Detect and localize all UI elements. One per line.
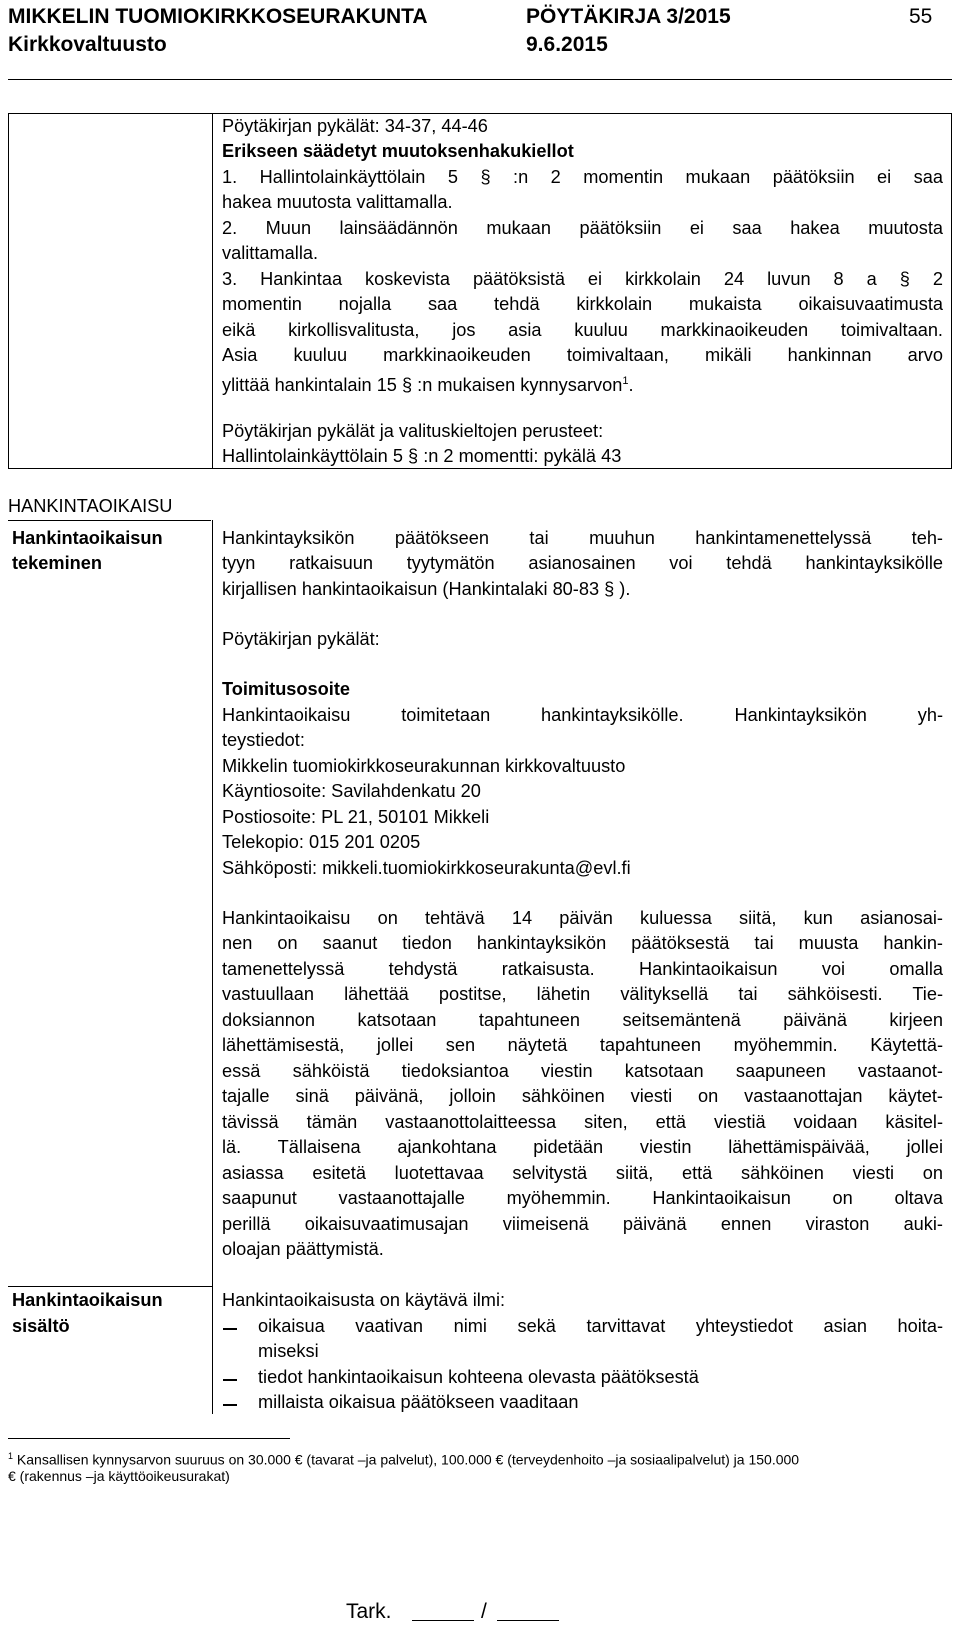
restriction-3-line-3: eikä kirkollisvalitusta, jos asia kuuluu markkinaoikeuden toimivaltaan. (222, 320, 943, 340)
restriction-1-line-1: 1. Hallintolainkäyttölain 5 § :n 2 momentin mukaan päätöksiin ei saa (222, 167, 943, 187)
bullet-dash-1 (223, 1328, 237, 1330)
signature-line-2 (497, 1620, 559, 1621)
delivery-line-7: Sähköposti: mikkeli.tuomiokirkkoseurakunta@evl.fi (222, 858, 631, 878)
footnote-rule (8, 1438, 290, 1439)
paragraph-line-14: oloajan päättymistä. (222, 1239, 384, 1259)
subheading-tekeminen-line-2: tekeminen (12, 553, 102, 573)
sisalto-rule (8, 1286, 212, 1287)
tarkastus-label: Tark. (346, 1600, 392, 1623)
bullet-dash-3 (223, 1404, 237, 1406)
delivery-line-6: Telekopio: 015 201 0205 (222, 832, 421, 852)
bullet-1-line-1: oikaisua vaativan nimi sekä tarvittavat yhteystiedot asian hoita- (258, 1316, 943, 1336)
footnote-line-1: $^1$ Kansallisen kynnysarvon suuruus on 30.000 € (tavarat –ja palvelut), 100.000 € (terveydenhoito –ja sosiaalipalvelut) ja 150.000 (8, 1451, 800, 1468)
paragraph-line-4: vastuullaan lähettää postitse, lähetin välityksellä tai sähköisesti. Tie- (222, 984, 943, 1004)
delivery-line-4: Käyntiosoite: Savilahdenkatu 20 (222, 781, 481, 801)
signature-line-1 (412, 1620, 474, 1621)
pykalat-line: Pöytäkirjan pykälät: 34-37, 44-46 (222, 116, 488, 136)
meeting-date: 9.6.2015 (526, 33, 608, 56)
delivery-line-5: Postiosoite: PL 21, 50101 Mikkeli (222, 807, 490, 827)
delivery-address-heading: Toimitusosoite (222, 679, 350, 699)
council-name: Kirkkovaltuusto (8, 33, 167, 56)
page-number: 55 (909, 5, 933, 28)
bullet-1-line-2: miseksi (258, 1341, 319, 1361)
subheading-sisalto-line-2: sisältö (12, 1316, 70, 1336)
box-divider (212, 113, 213, 469)
restrictions-heading: Erikseen säädetyt muutoksenhakukiellot (222, 141, 574, 161)
bullet-3: millaista oikaisua päätökseen vaaditaan (258, 1392, 579, 1412)
footnote-line-2: € (rakennus –ja käyttöoikeusurakat) (8, 1468, 230, 1484)
delivery-line-3: Mikkelin tuomiokirkkoseurakunnan kirkkovaltuusto (222, 756, 626, 776)
restriction-3-line-2: momentin nojalla saa tehdä kirkkolain mukaista oikaisuvaatimusta (222, 294, 943, 314)
header-rule (8, 79, 952, 80)
section-divider (212, 520, 213, 1414)
intro-line-2: tyyn ratkaisuun tyytymätön asianosainen voi tehdä hankintayksikölle (222, 553, 943, 573)
signature-separator: / (481, 1600, 487, 1623)
paragraph-line-12: saapunut vastaanottajalle myöhemmin. Hankintaoikaisun on oltava (222, 1188, 943, 1208)
restriction-2-line-2: valittamalla. (222, 243, 319, 263)
section-title-rule (8, 520, 211, 521)
footnote-reference: 1 (622, 375, 629, 387)
pykalat-label: Pöytäkirjan pykälät: (222, 629, 380, 649)
paragraph-line-2: nen on saanut tiedon hankintayksikön päätöksestä tai muusta hankin- (222, 933, 943, 953)
delivery-line-2: teystiedot: (222, 730, 305, 750)
paragraph-line-10: lä. Tällaisena ajankohtana pidetään viestin lähettämispäivää, jollei (222, 1137, 943, 1157)
footnote-mark: 1 (8, 1451, 14, 1461)
paragraph-line-13: perillä oikaisuvaatimusajan viimeisenä päivänä ennen viraston auki- (222, 1214, 943, 1234)
paragraph-line-7: essä sähköistä tiedoksiantoa viestin katsotaan saapuneen vastaanot- (222, 1061, 943, 1081)
paragraph-line-1: Hankintaoikaisu on tehtävä 14 päivän kuluessa siitä, kun asianosai- (222, 908, 943, 928)
bullet-dash-2 (223, 1379, 237, 1381)
paragraph-line-3: tamenettelyssä tehdystä ratkaisusta. Hankintaoikaisun voi omalla (222, 959, 943, 979)
perusteet-value: Hallintolainkäyttölain 5 § :n 2 momentti: pykälä 43 (222, 446, 622, 466)
perusteet-label: Pöytäkirjan pykälät ja valituskieltojen perusteet: (222, 421, 604, 441)
document-title: PÖYTÄKIRJA 3/2015 (526, 5, 731, 28)
paragraph-line-9: tävissä tämän vastaanottolaitteessa siten, että viestiä voidaan käsitel- (222, 1112, 943, 1132)
subheading-sisalto-line-1: Hankintaoikaisun (12, 1290, 163, 1310)
section-title: HANKINTAOIKAISU (8, 496, 173, 516)
restriction-3-line-5: ylittää hankintalain 15 § :n mukaisen kynnysarvon$^1$. (222, 375, 634, 396)
paragraph-line-8: tajalle sinä päivänä, jolloin sähköinen viesti on vastaanottajan käytet- (222, 1086, 943, 1106)
contents-intro: Hankintaoikaisusta on käytävä ilmi: (222, 1290, 506, 1310)
restriction-3-line-4: Asia kuuluu markkinaoikeuden toimivaltaan, mikäli hankinnan arvo (222, 345, 943, 365)
intro-line-1: Hankintayksikön päätökseen tai muuhun hankintamenettelyssä teh- (222, 528, 943, 548)
paragraph-line-11: asiassa esitetä luotettavaa selvitystä siitä, että sähköinen viesti on (222, 1163, 943, 1183)
organization-name: MIKKELIN TUOMIOKIRKKOSEURAKUNTA (8, 5, 428, 28)
restriction-1-line-2: hakea muutosta valittamalla. (222, 192, 453, 212)
paragraph-line-5: doksiannon katsotaan tapahtuneen seitsemäntenä päivänä kirjeen (222, 1010, 943, 1030)
restriction-2-line-1: 2. Muun lainsäädännön mukaan päätöksiin ei saa hakea muutosta (222, 218, 943, 238)
paragraph-line-6: lähettämisestä, jollei sen näytetä tapahtuneen myöhemmin. Käytettä- (222, 1035, 943, 1055)
restriction-3-line-1: 3. Hankintaa koskevista päätöksistä ei kirkkolain 24 luvun 8 a § 2 (222, 269, 943, 289)
delivery-line-1: Hankintaoikaisu toimitetaan hankintayksikölle. Hankintayksikön yh- (222, 705, 943, 725)
subheading-tekeminen-line-1: Hankintaoikaisun (12, 528, 163, 548)
bullet-2: tiedot hankintaoikaisun kohteena olevasta päätöksestä (258, 1367, 699, 1387)
intro-line-3: kirjallisen hankintaoikaisun (Hankintalaki 80-83 § ). (222, 579, 631, 599)
